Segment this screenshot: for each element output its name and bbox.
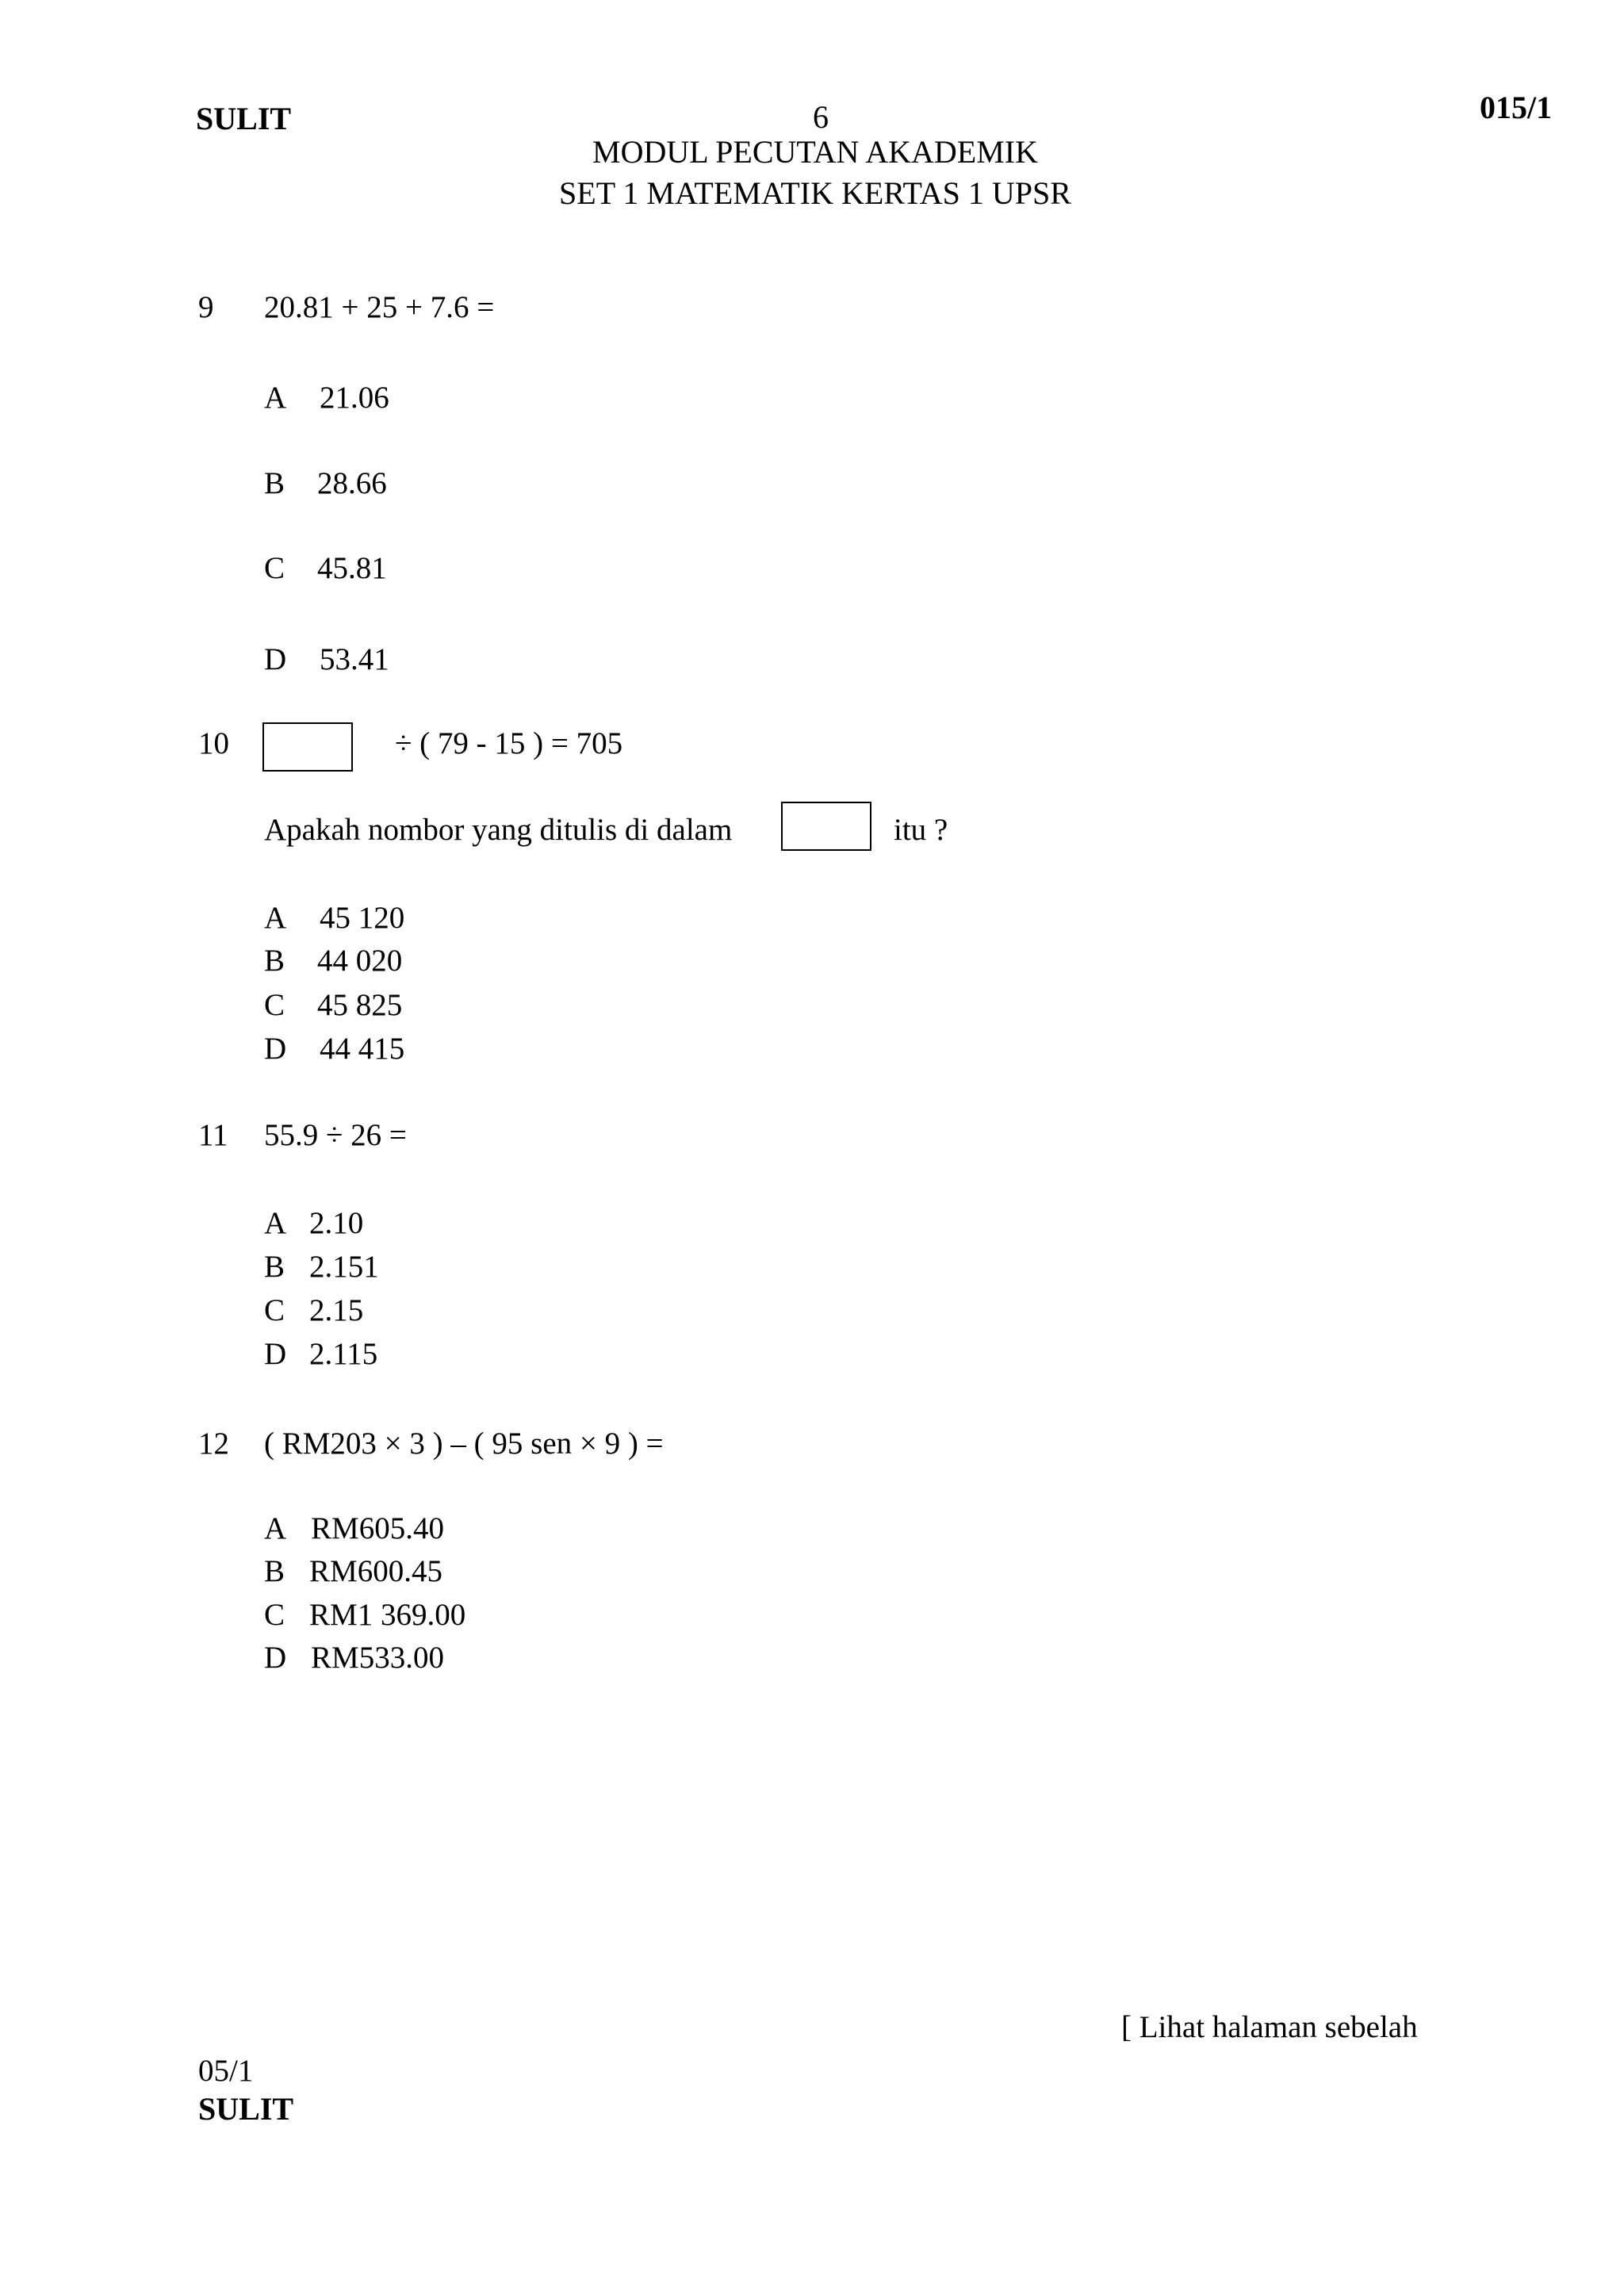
option-value: 2.10 xyxy=(309,1206,364,1240)
option-letter: B xyxy=(264,1250,285,1284)
header-paper-code: 015/1 xyxy=(1480,90,1553,125)
option-letter: C xyxy=(264,1598,285,1632)
option-value: 53.41 xyxy=(320,642,389,676)
option-letter: C xyxy=(264,551,285,585)
option-value: 45.81 xyxy=(317,551,387,585)
option-value: RM533.00 xyxy=(311,1641,444,1675)
next-page-note: [ Lihat halaman sebelah xyxy=(1121,2010,1418,2044)
option-value: 45 120 xyxy=(320,901,405,935)
question-prompt: Apakah nombor yang ditulis di dalam xyxy=(264,813,733,847)
answer-box xyxy=(262,722,353,772)
question-text: 20.81 + 25 + 7.6 = xyxy=(264,290,495,324)
question-number: 10 xyxy=(198,726,229,760)
option-letter: D xyxy=(264,1032,287,1066)
option-value: 2.151 xyxy=(309,1250,379,1284)
question-prompt-end: itu ? xyxy=(894,813,948,847)
option-letter: B xyxy=(264,1554,285,1588)
header-title-line2: SET 1 MATEMATIK KERTAS 1 UPSR xyxy=(559,175,1071,211)
option-value: 44 020 xyxy=(317,944,403,978)
option-letter: B xyxy=(264,466,285,500)
answer-box xyxy=(781,802,871,851)
option-letter: D xyxy=(264,1641,287,1675)
option-value: RM600.45 xyxy=(309,1554,442,1588)
header-sulit: SULIT xyxy=(196,101,292,136)
option-value: 28.66 xyxy=(317,466,387,500)
header-title-line1: MODUL PECUTAN AKADEMIK xyxy=(592,134,1038,170)
option-letter: A xyxy=(264,1511,287,1545)
page-number: 6 xyxy=(813,99,829,135)
option-value: RM1 369.00 xyxy=(309,1598,466,1632)
footer-code: 05/1 xyxy=(198,2054,254,2088)
question-text: ( RM203 × 3 ) – ( 95 sen × 9 ) = xyxy=(264,1427,664,1461)
option-value: 45 825 xyxy=(317,988,403,1022)
option-letter: B xyxy=(264,944,285,978)
question-number: 9 xyxy=(198,290,214,324)
option-letter: C xyxy=(264,1293,285,1327)
option-letter: D xyxy=(264,642,287,676)
option-letter: A xyxy=(264,381,287,415)
option-value: 21.06 xyxy=(320,381,389,415)
question-text: ÷ ( 79 - 15 ) = 705 xyxy=(395,726,623,760)
option-value: RM605.40 xyxy=(311,1511,444,1545)
question-number: 12 xyxy=(198,1427,229,1461)
option-value: 44 415 xyxy=(320,1032,405,1066)
option-letter: A xyxy=(264,901,287,935)
question-text: 55.9 ÷ 26 = xyxy=(264,1118,407,1152)
option-letter: A xyxy=(264,1206,287,1240)
option-value: 2.15 xyxy=(309,1293,364,1327)
option-letter: D xyxy=(264,1337,287,1371)
footer-sulit: SULIT xyxy=(198,2091,294,2127)
option-letter: C xyxy=(264,988,285,1022)
option-value: 2.115 xyxy=(309,1337,378,1371)
question-number: 11 xyxy=(198,1118,228,1152)
